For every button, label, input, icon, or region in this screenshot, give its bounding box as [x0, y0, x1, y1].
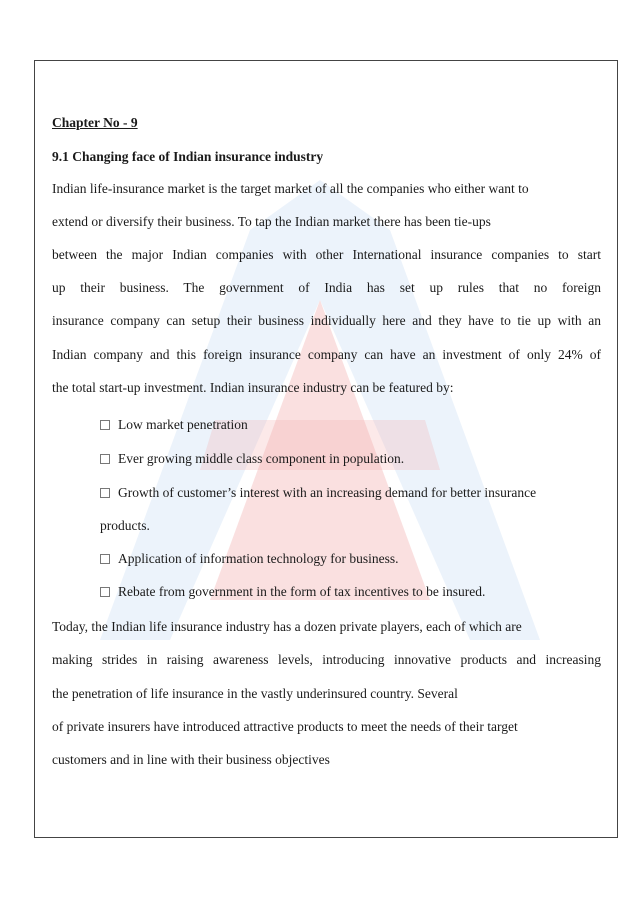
list-item-text: Low market penetration	[118, 417, 248, 432]
paragraph-line: Today, the Indian life insurance industry has a dozen private players, each of which are	[52, 619, 522, 634]
chapter-heading: Chapter No - 9	[52, 115, 138, 130]
bullet-box-icon	[100, 420, 110, 430]
paragraph-line: between the major Indian companies with other International insurance companies to start	[52, 247, 601, 262]
bullet-box-icon	[100, 554, 110, 564]
list-item-text: Application of information technology for business.	[118, 551, 399, 566]
paragraph-line: up their business. The government of India has set up rules that no foreign	[52, 280, 601, 295]
list-item-text: Ever growing middle class component in population.	[118, 451, 405, 466]
bullet-box-icon	[100, 454, 110, 464]
paragraph-line: Indian company and this foreign insurance company can have an investment of only 24% of	[52, 347, 601, 362]
paragraph-line: extend or diversify their business. To tap the Indian market there has been tie-ups	[52, 214, 491, 229]
paragraph-line: Indian life-insurance market is the target market of all the companies who either want to	[52, 181, 529, 196]
list-item	[100, 417, 248, 433]
paragraph-line: making strides in raising awareness levels, introducing innovative products and increasing	[52, 652, 601, 667]
bullet-box-icon	[100, 587, 110, 597]
list-item	[100, 485, 536, 501]
list-item-text: Growth of customer’s interest with an increasing demand for better insurance	[118, 485, 537, 500]
paragraph-line: the total start-up investment. Indian insurance industry can be featured by:	[52, 380, 454, 395]
paragraph-line: customers and in line with their business objectives	[52, 752, 330, 767]
paragraph-line: the penetration of life insurance in the vastly underinsured country. Several	[52, 686, 458, 701]
bullet-box-icon	[100, 488, 110, 498]
list-item	[100, 551, 398, 567]
paragraph-line: of private insurers have introduced attractive products to meet the needs of their target	[52, 719, 518, 734]
list-item	[100, 584, 485, 600]
paragraph-line: insurance company can setup their business individually here and they have to tie up with an	[52, 313, 601, 328]
list-item	[100, 451, 404, 467]
section-heading: 9.1 Changing face of Indian insurance industry	[52, 149, 324, 164]
list-item-continuation: products.	[100, 518, 150, 533]
list-item-text: Rebate from government in the form of tax incentives to be insured.	[118, 584, 486, 599]
